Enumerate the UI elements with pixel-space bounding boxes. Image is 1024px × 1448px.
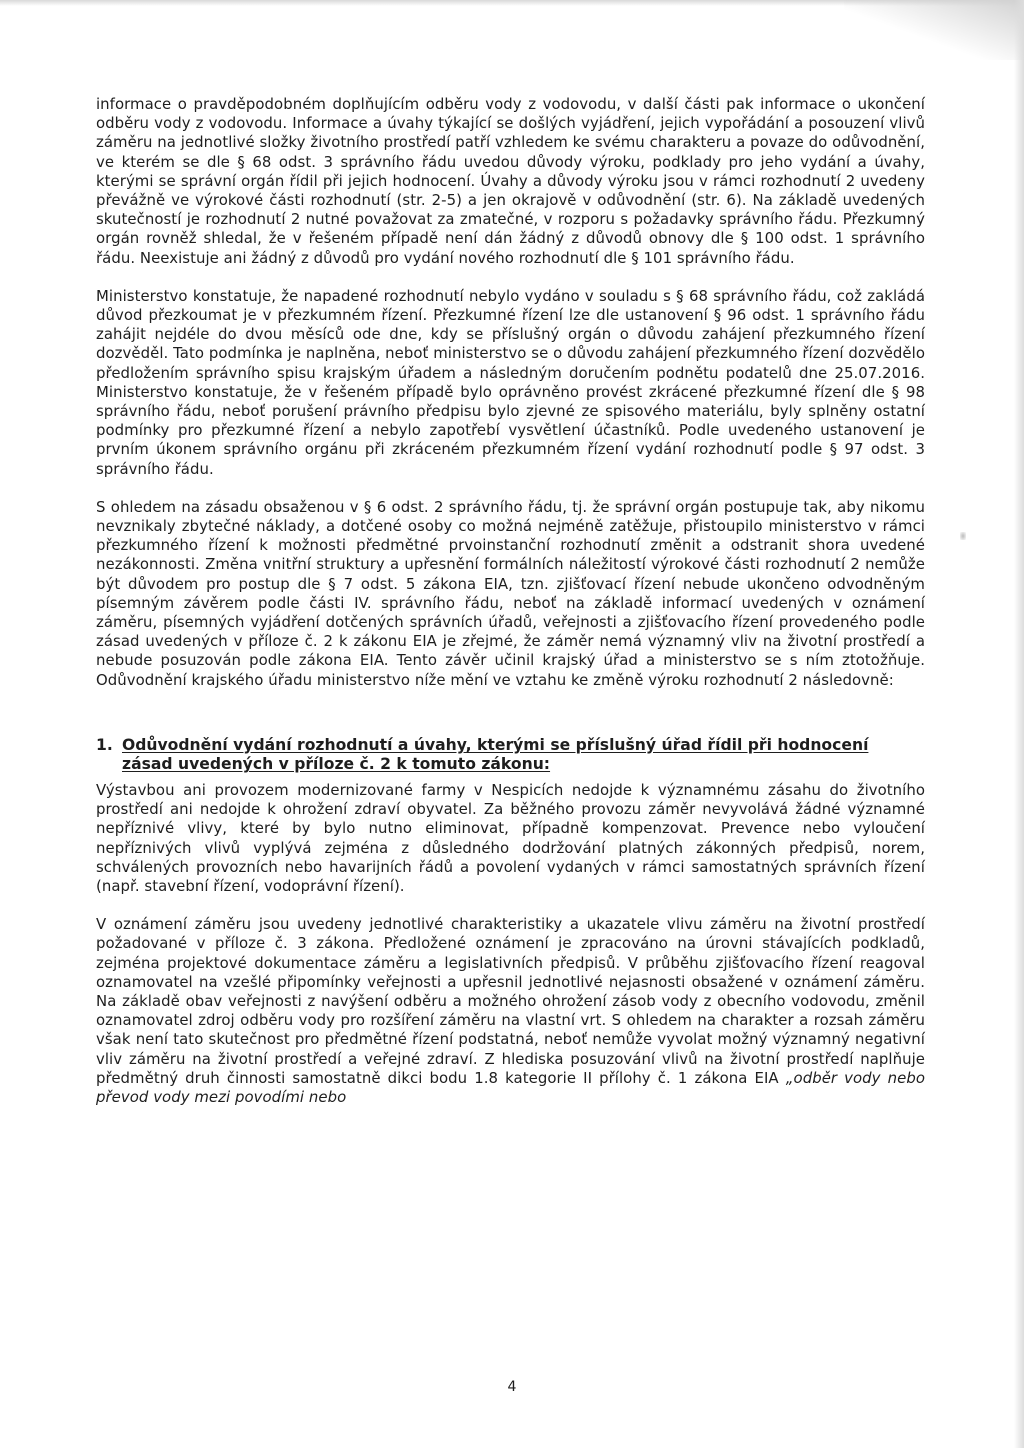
paragraph-4: Výstavbou ani provozem modernizované farmy v Nespicích nedojde k významnému zásahu do životního prostředí ani nedojde k ohrožení zdraví obyvatel. Za běžného provozu záměr nevyvolává žádné významné nepříznivé vlivy, které by bylo nutno eliminovat, případně kompenzovat. Prevence nebo vyloučení nepříznivých vlivů vyplývá zejména z důsledného dodržování platných zákonných předpisů, norem, schválených provozních nebo havarijních řádů a povolení vydaných v rámci samostatných správních řízení (např. stavební řízení, vodoprávní řízení). bbox=[96, 780, 925, 895]
paragraph-1: informace o pravděpodobném doplňujícím odběru vody z vodovodu, v další části pak informace o ukončení odběru vody z vodovodu. Informace a úvahy týkající se došlých vyjádření, jejich vypořádání a posouzení vlivů záměru na jednotlivé složky životního prostředí patří vzhledem ke svému charakteru a povaze do odůvodnění, ve kterém se dle § 68 odst. 3 správního řádu uvedou důvody výroku, podklady pro jeho vydání a úvahy, kterými se správní orgán řídil při jejich hodnocení. Úvahy a důvody výroku jsou v rámci rozhodnutí 2 uvedeny převážně ve výrokové části rozhodnutí (str. 2-5) a jen okrajově v odůvodnění (str. 6). Na základě uvedených skutečností je rozhodnutí 2 nutné považovat za zmatečné, v rozporu s požadavky správního řádu. Přezkumný orgán rovněž shledal, že v řešeném případě není dán žádný z důvodů obnovy dle § 100 odst. 1 správního řádu. Neexistuje ani žádný z důvodů pro vydání nového rozhodnutí dle § 101 správního řádu. bbox=[96, 95, 925, 267]
scan-speck bbox=[960, 532, 966, 540]
section-number: 1. bbox=[96, 735, 113, 754]
scan-corner-shadow bbox=[844, 0, 1024, 60]
section-heading bbox=[96, 736, 925, 775]
paragraph-5 bbox=[96, 915, 925, 1107]
paragraph-3: S ohledem na zásadu obsaženou v § 6 odst. 2 správního řádu, tj. že správní orgán postupuje tak, aby nikomu nevznikaly zbytečné náklady, a dotčené osoby co možná nejméně zatěžuje, přistoupilo ministerstvo v rámci přezkumného řízení k možnosti předmětné prvoinstanční rozhodnutí změnit a odstranit shora uvedené nezákonnosti. Změna vnitřní struktury a upřesnění formálních náležitostí výrokové části rozhodnutí 2 nemůže být důvodem pro postup dle § 7 odst. 5 zákona EIA, tzn. zjišťovací řízení nebude ukončeno odvodněným písemným závěrem podle části IV. správního řádu, neboť na základě informací uvedených v oznámení záměru, písemných vyjádření dotčených správních úřadů, veřejnosti a zjišťovacího řízení provedeného podle zásad uvedených v příloze č. 2 k zákonu EIA je zřejmé, že záměr nemá významný vliv na životní prostředí a nebude posuzován podle zákona EIA. Tento závěr učinil krajský úřad a ministerstvo se s ním ztotožňuje. Odůvodnění krajského úřadu ministerstvo níže mění ve vztahu ke změně výroku rozhodnutí 2 následovně: bbox=[96, 497, 925, 689]
paragraph-5-text: V oznámení záměru jsou uvedeny jednotlivé charakteristiky a ukazatele vlivu záměru na životní prostředí požadované v příloze č. 3 zákona. Předložené oznámení je zpracováno na úrovni stávajících podkladů, zejména projektové dokumentace záměru a legislativních předpisů. V průběhu zjišťovacího řízení reagoval oznamovatel na vzešlé připomínky veřejnosti a upřesnil jednotlivé nejasnosti obsažené v oznámení záměru. Na základě obav veřejnosti z navýšení odběru a možného ohrožení zásob vody z obecního vodovodu, změnil oznamovatel zdroj odběru vody pro rozšíření záměru na vlastní vrt. S ohledem na charakter a rozsah záměru však není tato skutečnost pro předmětné řízení podstatná, neboť nemůže vyvolat možný významný negativní vliv záměru na životní prostředí a veřejné zdraví. Z hlediska posuzování vlivů na životní prostředí naplňuje předmětný druh činnosti samostatně dikci bodu 1.8 kategorie II přílohy č. 1 zákona EIA bbox=[96, 915, 925, 1087]
section-title: Odůvodnění vydání rozhodnutí a úvahy, kterými se příslušný úřad řídil při hodnocení zásad uvedených v příloze č. 2 k tomuto zákonu: bbox=[122, 735, 869, 774]
paragraph-2: Ministerstvo konstatuje, že napadené rozhodnutí nebylo vydáno v souladu s § 68 správního řádu, což zakládá důvod přezkoumat je v přezkumném řízení. Přezkumné řízení lze dle ustanovení § 96 odst. 1 správního řádu zahájit nejdéle do dvou měsíců ode dne, kdy se příslušný orgán o důvodu zahájení přezkumného řízení dozvěděl. Tato podmínka je naplněna, neboť ministerstvo se o důvodu zahájení přezkumného řízení dozvědělo předložením správního spisu krajským úřadem a následným doručením podnětu podatelů dne 25.07.2016. Ministerstvo konstatuje, že v řešeném případě bylo oprávněno provést zkrácené přezkumné řízení dle § 98 správního řádu, neboť porušení právního předpisu bylo zjevné ze spisového materiálu, byly splněny ostatní podmínky pro přezkumné řízení a nebylo zapotřebí vysvětlení účastníků. Podle uvedeného ustanovení je prvním úkonem správního orgánu při zkráceném přezkumném řízení vydání rozhodnutí podle § 97 odst. 3 správního řádu. bbox=[96, 286, 925, 478]
paragraph-5-quote: „odběr vody nebo převod vody mezi povodími nebo bbox=[96, 1068, 925, 1106]
document-page bbox=[96, 95, 925, 1107]
page-number: 4 bbox=[507, 1379, 517, 1395]
scan-edge-right bbox=[1014, 0, 1024, 1448]
